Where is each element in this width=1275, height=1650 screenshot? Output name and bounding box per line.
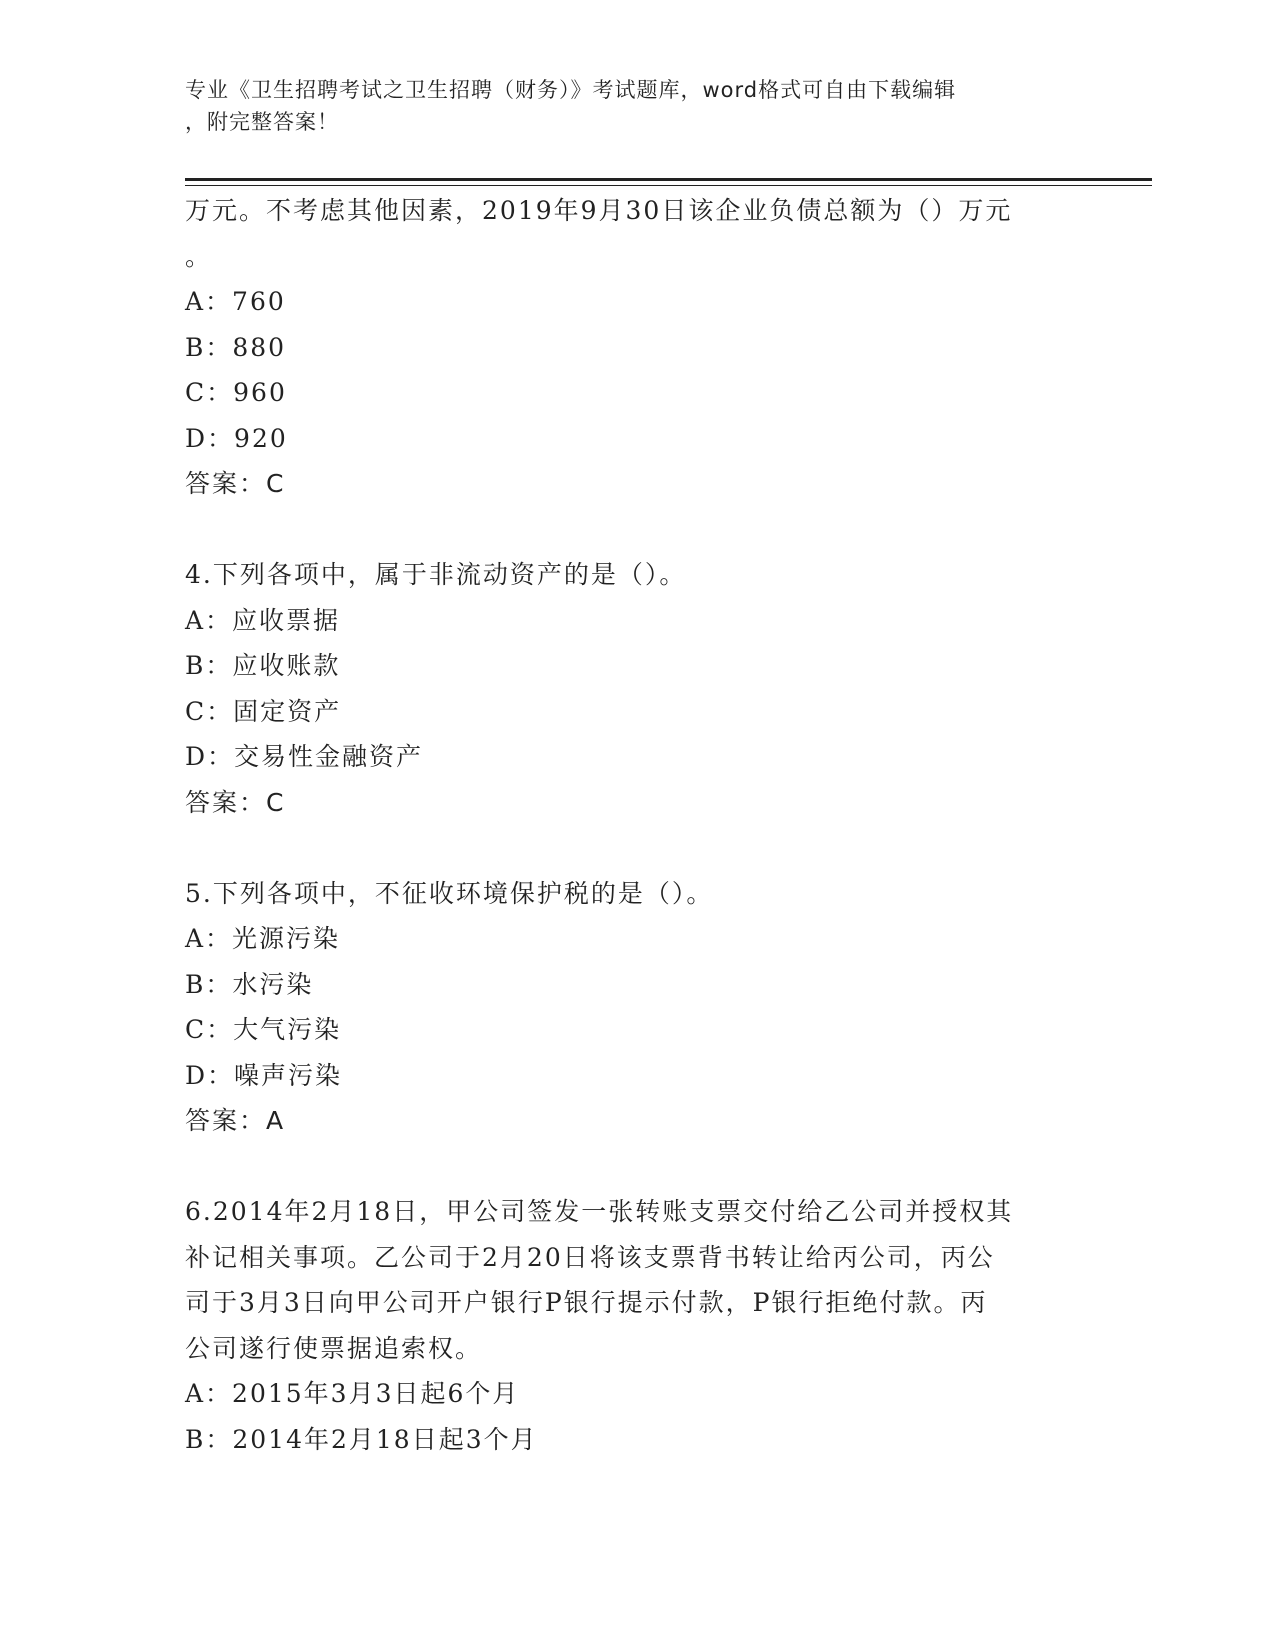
option-d: D：920	[185, 423, 288, 453]
answer-line: 答案：C	[185, 469, 286, 498]
option-d: D：交易性金融资产	[185, 742, 424, 771]
header-line-1: 专业《卫生招聘考试之卫生招聘（财务）》考试题库，word格式可自由下载编辑	[185, 78, 957, 102]
option-a: A：光源污染	[185, 924, 341, 953]
header-line-2: ，附完整答案！	[185, 110, 339, 134]
question-stem-line: 司于3月3日向甲公司开户银行P银行提示付款，P银行拒绝付款。丙	[185, 1288, 988, 1317]
option-d: D：噪声污染	[185, 1060, 343, 1090]
question-stem: 5.下列各项中，不征收环境保护税的是（）。	[185, 878, 714, 908]
question-stem: 4.下列各项中，属于非流动资产的是（）。	[185, 560, 687, 589]
question-stem-line: 补记相关事项。乙公司于2月20日将该支票背书转让给丙公司，丙公	[185, 1242, 995, 1272]
option-a: A：应收票据	[185, 605, 341, 635]
document-header	[185, 74, 1065, 138]
option-c: C：大气污染	[185, 1015, 342, 1044]
question-4	[185, 552, 1085, 825]
option-a: A：760	[185, 287, 286, 316]
question-3	[185, 188, 1085, 507]
question-5	[185, 871, 1085, 1144]
spacer	[185, 825, 1085, 871]
question-6	[185, 1189, 1085, 1462]
header-rule-thick	[185, 178, 1152, 181]
option-b: B：2014年2月18日起3个月	[185, 1424, 538, 1454]
option-c: C：960	[185, 378, 287, 407]
option-b: B：水污染	[185, 969, 314, 999]
question-stem-line: 公司遂行使票据追索权。	[185, 1333, 483, 1363]
option-b: B：应收账款	[185, 651, 341, 680]
question-stem-line: 。	[185, 241, 213, 271]
option-b: B：880	[185, 332, 287, 362]
question-stem-line: 万元。不考虑其他因素，2019年9月30日该企业负债总额为（）万元	[185, 196, 1013, 225]
spacer	[185, 507, 1085, 553]
answer-line: 答案：C	[185, 787, 286, 817]
answer-line: 答案：A	[185, 1106, 286, 1135]
option-c: C：固定资产	[185, 696, 342, 726]
header-rule-thin	[185, 185, 1152, 186]
spacer	[185, 1144, 1085, 1190]
option-a: A：2015年3月3日起6个月	[185, 1379, 520, 1408]
question-stem-line: 6.2014年2月18日，甲公司签发一张转账支票交付给乙公司并授权其	[185, 1197, 1014, 1226]
document-body	[185, 188, 1085, 1462]
